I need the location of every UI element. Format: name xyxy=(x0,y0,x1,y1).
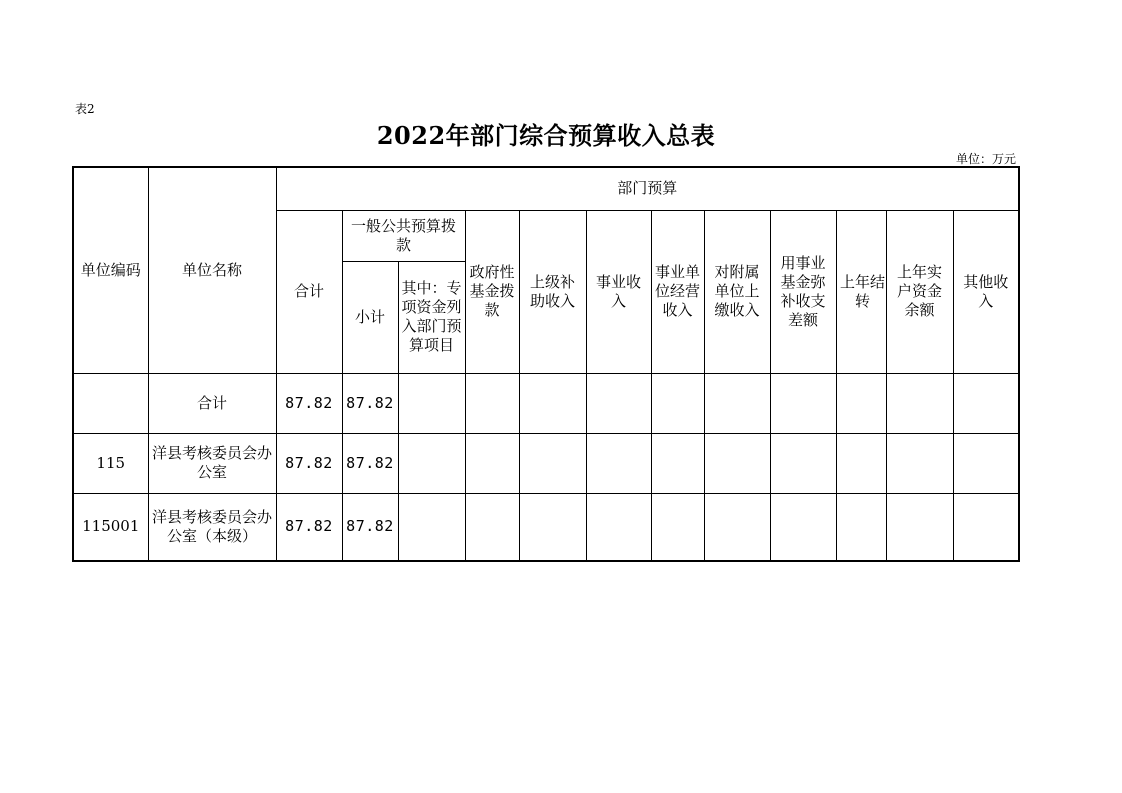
header-superior-subsidy-text: 上级补助收入 xyxy=(529,272,575,310)
row-empty-cell xyxy=(465,433,519,493)
row-subtotal: 87.82 xyxy=(342,373,398,433)
header-fund-offset-text: 用事业基金弥补收支差额 xyxy=(780,253,826,329)
row-unit-code xyxy=(73,373,148,433)
row-unit-name: 洋县考核委员会办公室 xyxy=(148,433,276,493)
row-empty-cell xyxy=(836,493,886,561)
header-subtotal: 小计 xyxy=(342,261,398,373)
header-operating-income xyxy=(651,210,704,373)
row-empty-cell xyxy=(398,433,465,493)
table-row xyxy=(73,433,1019,493)
header-special-funds-text: 其中：专项资金列入部门预算项目 xyxy=(401,279,462,354)
row-empty-cell xyxy=(651,493,704,561)
header-other-income-text: 其他收入 xyxy=(963,272,1009,310)
row-subtotal: 87.82 xyxy=(342,433,398,493)
row-total: 87.82 xyxy=(276,493,342,561)
row-unit-code: 115 xyxy=(73,433,148,493)
header-gov-fund xyxy=(465,210,519,373)
header-business-income-text: 事业收入 xyxy=(595,272,641,310)
row-empty-cell xyxy=(704,493,770,561)
row-empty-cell xyxy=(586,373,651,433)
row-empty-cell xyxy=(770,493,836,561)
row-empty-cell xyxy=(519,373,586,433)
sheet-label: 表2 xyxy=(75,102,95,116)
row-empty-cell xyxy=(953,493,1019,561)
header-operating-income-text: 事业单位经营收入 xyxy=(654,263,700,319)
row-empty-cell xyxy=(836,373,886,433)
budget-table xyxy=(72,166,1020,562)
row-empty-cell xyxy=(398,493,465,561)
row-empty-cell xyxy=(770,373,836,433)
row-empty-cell xyxy=(704,373,770,433)
header-special-funds xyxy=(398,261,465,373)
header-general-public xyxy=(342,210,465,261)
row-empty-cell xyxy=(586,433,651,493)
row-unit-name: 合计 xyxy=(148,373,276,433)
row-empty-cell xyxy=(465,493,519,561)
header-gov-fund-text: 政府性基金拨款 xyxy=(469,263,515,319)
row-empty-cell xyxy=(519,493,586,561)
header-unit-name: 单位名称 xyxy=(148,167,276,373)
header-general-public-text: 一般公共预算拨款 xyxy=(350,216,456,254)
header-total: 合计 xyxy=(276,210,342,373)
row-empty-cell xyxy=(519,433,586,493)
header-other-income xyxy=(953,210,1019,373)
row-subtotal: 87.82 xyxy=(342,493,398,561)
row-empty-cell xyxy=(886,493,953,561)
header-actual-balance-text: 上年实户资金余额 xyxy=(896,263,942,319)
row-empty-cell xyxy=(586,493,651,561)
row-unit-code: 115001 xyxy=(73,493,148,561)
unit-note: 单位：万元 xyxy=(955,152,1016,166)
row-empty-cell xyxy=(886,373,953,433)
row-unit-name: 洋县考核委员会办公室（本级） xyxy=(148,493,276,561)
header-fund-offset xyxy=(770,210,836,373)
table-row xyxy=(73,373,1019,433)
row-empty-cell xyxy=(770,433,836,493)
row-empty-cell xyxy=(886,433,953,493)
header-actual-balance xyxy=(886,210,953,373)
table-row xyxy=(73,493,1019,561)
header-unit-code: 单位编码 xyxy=(73,167,148,373)
header-dept-budget: 部门预算 xyxy=(276,167,1019,210)
row-empty-cell xyxy=(704,433,770,493)
row-empty-cell xyxy=(836,433,886,493)
header-carryover xyxy=(836,210,886,373)
page-title: 2022年部门综合预算收入总表 xyxy=(376,121,716,150)
row-empty-cell xyxy=(465,373,519,433)
row-empty-cell xyxy=(651,373,704,433)
header-subsidiary-income xyxy=(704,210,770,373)
row-empty-cell xyxy=(953,373,1019,433)
row-total: 87.82 xyxy=(276,373,342,433)
header-subsidiary-income-text: 对附属单位上缴收入 xyxy=(714,263,760,319)
header-business-income xyxy=(586,210,651,373)
row-empty-cell xyxy=(398,373,465,433)
row-total: 87.82 xyxy=(276,433,342,493)
header-carryover-text: 上年结转 xyxy=(839,272,885,310)
header-superior-subsidy xyxy=(519,210,586,373)
row-empty-cell xyxy=(953,433,1019,493)
row-empty-cell xyxy=(651,433,704,493)
